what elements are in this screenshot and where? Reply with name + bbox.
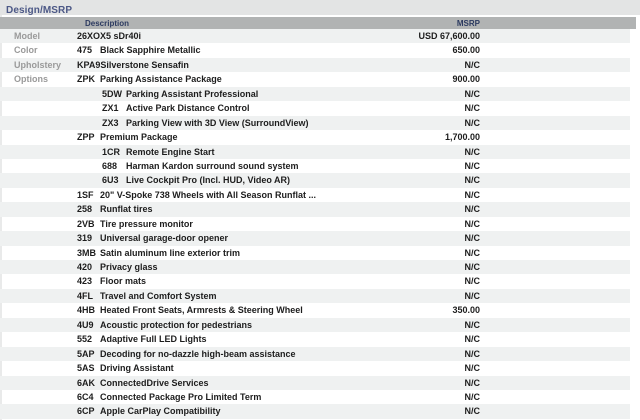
option-description: Remote Engine Start <box>126 146 215 157</box>
table-row <box>0 274 630 288</box>
msrp-value: N/C <box>464 377 480 388</box>
option-code: 26XO <box>77 31 101 41</box>
table-row <box>0 303 630 317</box>
table-row <box>0 173 630 187</box>
table-row <box>0 159 630 173</box>
option-description: X5 sDr40i <box>100 31 142 41</box>
table-row <box>0 58 630 72</box>
row-category-label: Model <box>14 31 40 41</box>
row-category-label <box>0 289 70 303</box>
option-code: 423 <box>77 276 93 287</box>
row-category-label <box>0 390 70 404</box>
row-category-label: Color <box>14 45 38 56</box>
msrp-value: N/C <box>464 247 480 258</box>
option-code: 2VB <box>77 218 95 229</box>
option-description: Harman Kardon surround sound system <box>126 160 299 171</box>
option-code: 3MB <box>77 247 97 258</box>
msrp-value: N/C <box>464 363 480 374</box>
row-spacer <box>480 145 630 159</box>
row-spacer <box>480 361 630 375</box>
option-description: Parking View with 3D View (SurroundView) <box>126 117 309 128</box>
option-description: Black Sapphire Metallic <box>100 45 201 56</box>
row-spacer <box>480 404 630 418</box>
option-code: ZPP <box>77 132 95 143</box>
row-category-label <box>0 116 70 130</box>
section-title-bar <box>0 0 640 15</box>
option-description: Active Park Distance Control <box>126 103 250 114</box>
msrp-value: N/C <box>464 117 480 128</box>
table-row <box>0 404 630 418</box>
msrp-value: N/C <box>464 160 480 171</box>
msrp-value: N/C <box>464 59 480 70</box>
table-header-row <box>0 17 636 29</box>
row-spacer <box>480 260 630 274</box>
option-description: Driving Assistant <box>100 363 174 374</box>
option-code: 319 <box>77 233 93 244</box>
page-title: Design/MSRP <box>6 5 73 16</box>
option-code: KPA9 <box>77 59 101 70</box>
table-row <box>0 217 630 231</box>
msrp-value: N/C <box>464 262 480 272</box>
option-code: 1CR <box>102 146 121 157</box>
option-code: 552 <box>77 334 93 345</box>
table-row <box>0 390 630 404</box>
msrp-value: 350.00 <box>452 305 480 316</box>
msrp-value: N/C <box>464 88 480 99</box>
table-row <box>0 376 630 390</box>
option-code: 6AK <box>77 377 96 388</box>
table-row <box>0 202 630 216</box>
row-spacer <box>480 130 630 144</box>
msrp-value: N/C <box>464 146 480 157</box>
row-category-label <box>0 303 70 317</box>
option-code: 1SF <box>77 189 94 200</box>
table-row <box>0 130 630 144</box>
option-description: 20" V-Spoke 738 Wheels with All Season Runflat ... <box>100 189 316 200</box>
msrp-value: N/C <box>464 348 480 359</box>
option-description: Travel and Comfort System <box>100 290 217 301</box>
option-description: Silverstone Sensafin <box>100 59 189 70</box>
option-code: 5AS <box>77 363 95 374</box>
msrp-value: N/C <box>464 334 480 345</box>
option-code: 6CP <box>77 406 95 417</box>
row-category-label: Options <box>14 74 48 85</box>
option-code: 6U3 <box>102 175 119 186</box>
option-description: Adaptive Full LED Lights <box>100 334 207 345</box>
table-row <box>0 289 630 303</box>
option-description: Acoustic protection for pedestrians <box>100 319 253 330</box>
row-category-label <box>0 332 70 346</box>
row-category-label <box>0 188 70 202</box>
table-row <box>0 87 630 101</box>
option-description: Runflat tires <box>100 204 153 215</box>
msrp-value: N/C <box>464 406 480 417</box>
row-category-label <box>0 347 70 361</box>
table-row <box>0 188 630 202</box>
row-spacer <box>480 376 630 390</box>
option-description: Heated Front Seats, Armrests & Steering Wheel <box>100 305 303 316</box>
options-table-body <box>0 29 630 419</box>
msrp-value: 650.00 <box>452 45 480 56</box>
row-spacer <box>480 188 630 202</box>
msrp-value: USD 67,600.00 <box>418 31 480 41</box>
option-code: ZPK <box>77 74 95 85</box>
row-category-label <box>0 130 70 144</box>
row-category-label <box>0 404 70 418</box>
table-row <box>0 29 630 43</box>
row-spacer <box>480 217 630 231</box>
option-description: Tire pressure monitor <box>100 218 193 229</box>
row-spacer <box>480 43 630 57</box>
option-code: 6C4 <box>77 391 94 402</box>
option-code: 4FL <box>77 290 94 301</box>
option-code: ZX1 <box>102 103 119 114</box>
row-spacer <box>480 390 630 404</box>
msrp-value: N/C <box>464 103 480 114</box>
row-spacer <box>480 173 630 187</box>
row-category-label <box>0 260 70 274</box>
row-category-label <box>0 231 70 245</box>
row-spacer <box>480 202 630 216</box>
msrp-value: 900.00 <box>452 74 480 85</box>
row-category-label <box>0 87 70 101</box>
row-spacer <box>480 347 630 361</box>
row-category-label <box>0 101 70 115</box>
row-spacer <box>480 231 630 245</box>
msrp-value: N/C <box>464 233 480 244</box>
row-spacer <box>480 246 630 260</box>
option-description: Premium Package <box>100 132 178 143</box>
table-row <box>0 318 630 332</box>
option-description: Decoding for no-dazzle high-beam assistance <box>100 348 296 359</box>
table-row <box>0 43 630 57</box>
option-description: Satin aluminum line exterior trim <box>100 247 241 258</box>
row-category-label <box>0 145 70 159</box>
option-description: Connected Package Pro Limited Term <box>100 391 262 402</box>
table-row <box>0 347 630 361</box>
option-code: 4U9 <box>77 319 94 330</box>
row-category-label <box>0 376 70 390</box>
column-header-msrp: MSRP <box>456 19 480 28</box>
row-spacer <box>480 72 630 86</box>
row-category-label <box>0 173 70 187</box>
option-code: 258 <box>77 204 93 215</box>
column-header-description: Description <box>85 19 130 28</box>
row-category-label <box>0 159 70 173</box>
msrp-value: N/C <box>464 319 480 330</box>
msrp-value: 1,700.00 <box>444 132 480 143</box>
msrp-value: N/C <box>464 290 480 301</box>
option-description: Parking Assistance Package <box>100 74 222 85</box>
row-category-label <box>0 318 70 332</box>
table-row <box>0 116 630 130</box>
table-row <box>0 101 630 115</box>
option-code: 688 <box>102 160 118 171</box>
option-description: Universal garage-door opener <box>100 233 229 244</box>
option-code: 5DW <box>102 88 122 99</box>
row-spacer <box>480 159 630 173</box>
row-spacer <box>480 274 630 288</box>
row-spacer <box>480 58 630 72</box>
row-spacer <box>480 289 630 303</box>
table-row <box>0 361 630 375</box>
table-row <box>0 260 630 274</box>
row-category-label <box>0 217 70 231</box>
option-description: Live Cockpit Pro (Incl. HUD, Video AR) <box>126 175 291 186</box>
option-description: Privacy glass <box>100 262 158 272</box>
option-description: Parking Assistant Professional <box>126 88 259 99</box>
option-description: Floor mats <box>100 276 147 287</box>
row-category-label <box>0 274 70 288</box>
row-category-label <box>0 202 70 216</box>
option-code: 4HB <box>77 305 96 316</box>
msrp-value: N/C <box>464 175 480 186</box>
row-spacer <box>480 101 630 115</box>
option-code: ZX3 <box>102 117 119 128</box>
table-row <box>0 72 630 86</box>
table-row <box>0 145 630 159</box>
msrp-value: N/C <box>464 189 480 200</box>
row-spacer <box>480 29 630 43</box>
option-code: 420 <box>77 262 93 272</box>
table-row <box>0 231 630 245</box>
option-code: 5AP <box>77 348 95 359</box>
msrp-value: N/C <box>464 276 480 287</box>
msrp-value: N/C <box>464 391 480 402</box>
option-description: ConnectedDrive Services <box>100 377 209 388</box>
row-category-label: Upholstery <box>14 59 62 70</box>
row-category-label <box>0 361 70 375</box>
row-spacer <box>480 87 630 101</box>
row-spacer <box>480 116 630 130</box>
msrp-value: N/C <box>464 218 480 229</box>
table-row <box>0 246 630 260</box>
option-description: Apple CarPlay Compatibility <box>100 406 221 417</box>
row-category-label <box>0 246 70 260</box>
row-spacer <box>480 332 630 346</box>
row-spacer <box>480 318 630 332</box>
option-code: 475 <box>77 45 93 56</box>
msrp-value: N/C <box>464 204 480 215</box>
table-row <box>0 332 630 346</box>
row-spacer <box>480 303 630 317</box>
